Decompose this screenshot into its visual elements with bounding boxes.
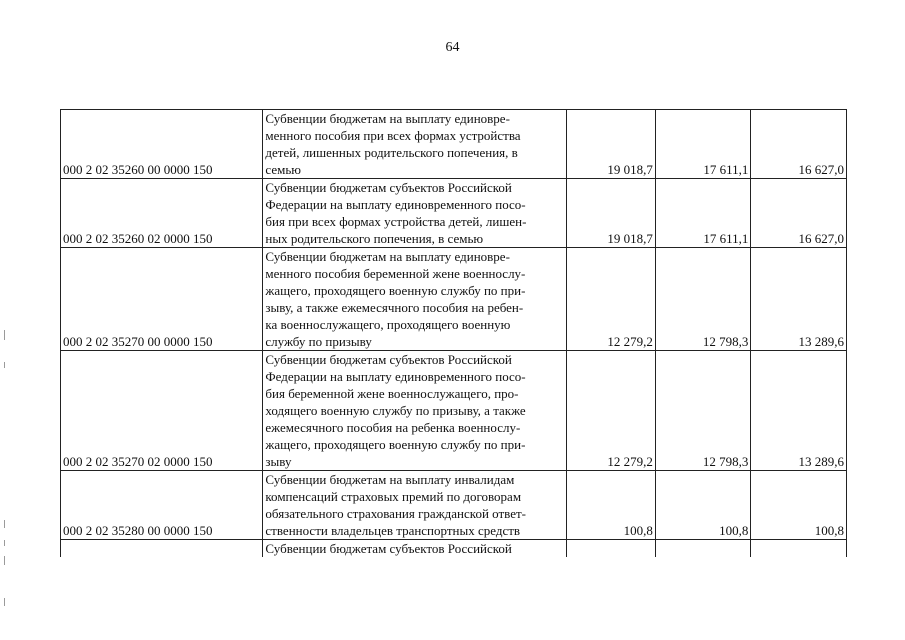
value-2021-cell: 100,8 (566, 471, 655, 540)
value-2023-cell: 16 627,0 (751, 110, 847, 179)
value-2022-cell: 17 611,1 (655, 110, 751, 179)
budget-table-body (61, 110, 847, 558)
description-line: жащего, проходящего военную службу по при- (265, 283, 526, 298)
description-line: ственности владельцев транспортных средств (265, 523, 521, 538)
description-line: зыву (265, 454, 292, 469)
table-row (61, 110, 847, 179)
partial-value-cell (655, 540, 751, 558)
value-2022-cell: 100,8 (655, 471, 751, 540)
description-line: компенсаций страховых премий по договорам (265, 489, 522, 504)
partial-description-cell: Субвенции бюджетам субъектов Российской (263, 540, 566, 558)
description-line: ных родительского попечения, в семью (265, 231, 484, 246)
value-2022-cell: 12 798,3 (655, 351, 751, 471)
table-row (61, 351, 847, 471)
description-line: Субвенции бюджетам на выплату единовре- (265, 111, 510, 126)
description-line: обязательного страхования гражданской ответ- (265, 506, 527, 521)
table-row (61, 471, 847, 540)
value-2023-cell: 100,8 (751, 471, 847, 540)
value-2021-cell: 12 279,2 (566, 351, 655, 471)
partial-code-cell (61, 540, 263, 558)
page-number: 64 (445, 40, 460, 55)
value-2021-cell: 19 018,7 (566, 110, 655, 179)
description-line: зыву, а также ежемесячного пособия на ребен- (265, 300, 524, 315)
description-line: Федерации на выплату единовременного посо- (265, 369, 526, 384)
description-line: ходящего военную службу по призыву, а также (265, 403, 526, 418)
description-line: службу по призыву (265, 334, 372, 349)
description-line: Субвенции бюджетам субъектов Российской (265, 352, 512, 367)
description-line: менного пособия беременной жене военнослу- (265, 266, 526, 281)
description-line: ежемесячного пособия на ребенка военнослу- (265, 420, 521, 435)
table-row (61, 179, 847, 248)
budget-table (60, 109, 847, 557)
budget-code-cell: 000 2 02 35270 00 0000 150 (61, 248, 263, 351)
value-2023-cell: 13 289,6 (751, 248, 847, 351)
description-cell (263, 248, 566, 351)
value-2023-cell: 16 627,0 (751, 179, 847, 248)
description-line: Субвенции бюджетам на выплату инвалидам (265, 472, 515, 487)
description-line: Субвенции бюджетам на выплату единовре- (265, 249, 510, 264)
description-line: менного пособия при всех формах устройства (265, 128, 521, 143)
value-2023-cell: 13 289,6 (751, 351, 847, 471)
scan-edge-marks (2, 0, 8, 640)
description-line: бия при всех формах устройства детей, лишен- (265, 214, 527, 229)
description-line: семью (265, 162, 301, 177)
value-2022-cell: 17 611,1 (655, 179, 751, 248)
budget-code-cell: 000 2 02 35260 02 0000 150 (61, 179, 263, 248)
partial-value-cell (566, 540, 655, 558)
value-2021-cell: 12 279,2 (566, 248, 655, 351)
table-row-partial (61, 540, 847, 558)
description-line: жащего, проходящего военную службу по при- (265, 437, 526, 452)
budget-code-cell: 000 2 02 35260 00 0000 150 (61, 110, 263, 179)
description-line: детей, лишенных родительского попечения, в (265, 145, 518, 160)
description-cell (263, 110, 566, 179)
description-cell (263, 179, 566, 248)
description-line: Субвенции бюджетам субъектов Российской (265, 180, 512, 195)
value-2022-cell: 12 798,3 (655, 248, 751, 351)
description-line: бия беременной жене военнослужащего, про- (265, 386, 519, 401)
value-2021-cell: 19 018,7 (566, 179, 655, 248)
partial-value-cell (751, 540, 847, 558)
description-line: ка военнослужащего, проходящего военную (265, 317, 511, 332)
budget-code-cell: 000 2 02 35270 02 0000 150 (61, 351, 263, 471)
description-line: Федерации на выплату единовременного посо- (265, 197, 526, 212)
table-row (61, 248, 847, 351)
description-cell (263, 351, 566, 471)
budget-code-cell: 000 2 02 35280 00 0000 150 (61, 471, 263, 540)
description-cell (263, 471, 566, 540)
